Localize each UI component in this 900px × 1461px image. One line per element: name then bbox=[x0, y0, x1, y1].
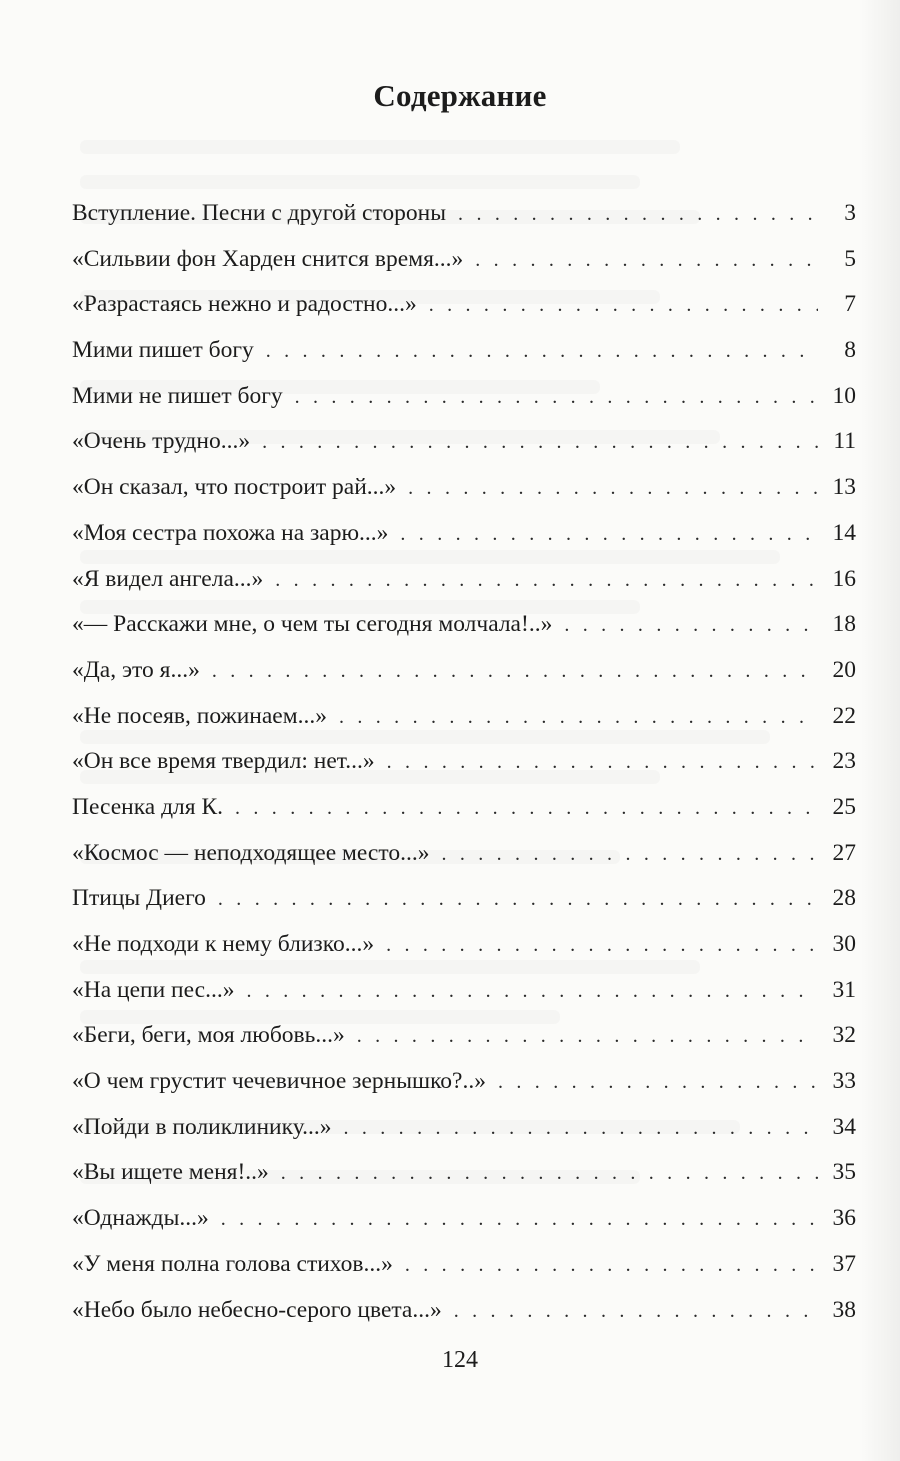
toc-entry bbox=[72, 1064, 856, 1110]
toc-entry bbox=[72, 699, 856, 745]
dot-leader bbox=[475, 243, 818, 277]
dot-leader bbox=[246, 974, 818, 1008]
toc-entry-title: «Вы ищете меня!..» bbox=[72, 1159, 269, 1186]
dot-leader bbox=[281, 1156, 818, 1190]
toc-entry bbox=[72, 1247, 856, 1293]
toc-entry-page-number: 5 bbox=[844, 245, 856, 272]
table-of-contents bbox=[72, 196, 856, 1338]
toc-entry bbox=[72, 744, 856, 790]
toc-entry bbox=[72, 927, 856, 973]
toc-entry-page-number: 30 bbox=[832, 931, 856, 957]
toc-entry-title: Вступление. Песни с другой стороны bbox=[72, 200, 447, 226]
dot-leader bbox=[429, 288, 818, 322]
dot-leader bbox=[218, 882, 818, 916]
dot-leader bbox=[266, 334, 818, 368]
dot-leader bbox=[235, 791, 818, 825]
dot-leader bbox=[262, 425, 818, 459]
toc-entry-title: «Не подходи к нему близко...» bbox=[72, 931, 375, 957]
dot-leader bbox=[343, 1111, 818, 1145]
toc-entry-title: Мими не пишет богу bbox=[72, 382, 283, 409]
toc-entry-page-number: 22 bbox=[832, 702, 856, 729]
toc-entry-page-number: 38 bbox=[832, 1296, 856, 1323]
page-edge-shadow bbox=[860, 0, 900, 1461]
toc-entry-title: «Пойди в поликлинику...» bbox=[72, 1113, 332, 1140]
toc-entry-title: «Однажды...» bbox=[72, 1205, 209, 1232]
dot-leader bbox=[498, 1065, 818, 1099]
toc-entry bbox=[72, 1155, 856, 1201]
toc-entry-title: «Моя сестра похожа на зарю...» bbox=[72, 519, 389, 546]
page-number: 124 bbox=[442, 1347, 478, 1373]
toc-entry-title: «О чем грустит чечевичное зернышко?..» bbox=[72, 1068, 486, 1095]
toc-entry bbox=[72, 424, 856, 470]
toc-entry-page-number: 35 bbox=[832, 1159, 856, 1186]
toc-entry-page-number: 36 bbox=[832, 1205, 856, 1232]
toc-entry bbox=[72, 242, 856, 288]
toc-entry-title: «Он все время твердил: нет...» bbox=[72, 748, 375, 775]
dot-leader bbox=[564, 608, 818, 642]
toc-entry-title: «— Расскажи мне, о чем ты сегодня молчала!..» bbox=[72, 611, 553, 638]
toc-entry-page-number: 37 bbox=[832, 1250, 856, 1277]
toc-entry-title: «Не посеяв, пожинаем...» bbox=[72, 702, 327, 729]
dot-leader bbox=[400, 517, 818, 551]
toc-entry-title: Песенка для К. bbox=[72, 793, 223, 820]
toc-entry-page-number: 23 bbox=[832, 748, 856, 775]
toc-entry bbox=[72, 607, 856, 653]
toc-entry-page-number: 32 bbox=[832, 1022, 856, 1049]
toc-entry-title: «Очень трудно...» bbox=[72, 428, 251, 455]
toc-entry-title: Птицы Диего bbox=[72, 885, 206, 912]
dot-leader bbox=[386, 928, 818, 962]
toc-entry bbox=[72, 196, 856, 242]
toc-entry-page-number: 14 bbox=[832, 519, 856, 546]
toc-entry bbox=[72, 1293, 856, 1339]
dot-leader bbox=[458, 197, 818, 231]
toc-entry-title: «У меня полна голова стихов...» bbox=[72, 1250, 393, 1277]
toc-entry-title: «Он сказал, что построит рай...» bbox=[72, 474, 397, 501]
toc-entry-page-number: 20 bbox=[832, 656, 856, 683]
toc-entry bbox=[72, 653, 856, 699]
dot-leader bbox=[212, 654, 818, 688]
toc-entry-page-number: 3 bbox=[844, 200, 856, 226]
toc-entry bbox=[72, 516, 856, 562]
toc-entry bbox=[72, 287, 856, 333]
toc-entry-page-number: 31 bbox=[832, 976, 856, 1003]
toc-entry bbox=[72, 836, 856, 882]
toc-entry-title: «Я видел ангела...» bbox=[72, 565, 264, 592]
toc-entry bbox=[72, 1110, 856, 1156]
toc-entry-title: «Да, это я...» bbox=[72, 656, 200, 683]
dot-leader bbox=[339, 700, 818, 734]
dot-leader bbox=[405, 1248, 818, 1282]
toc-entry-title: «Разрастаясь нежно и радостно...» bbox=[72, 291, 417, 318]
toc-entry-page-number: 27 bbox=[832, 839, 856, 866]
toc-entry bbox=[72, 333, 856, 379]
page-title: Содержание bbox=[373, 78, 547, 113]
toc-entry bbox=[72, 973, 856, 1019]
toc-entry-title: «На цепи пес...» bbox=[72, 976, 235, 1003]
toc-entry bbox=[72, 470, 856, 516]
toc-entry-page-number: 10 bbox=[832, 382, 856, 409]
toc-entry-title: «Космос — неподходящее место...» bbox=[72, 839, 430, 866]
toc-entry-title: «Беги, беги, моя любовь...» bbox=[72, 1022, 345, 1049]
dot-leader bbox=[441, 837, 818, 871]
toc-entry-page-number: 16 bbox=[832, 565, 856, 592]
toc-entry bbox=[72, 562, 856, 608]
toc-entry-title: «Небо было небесно-серого цвета...» bbox=[72, 1296, 442, 1323]
dot-leader bbox=[387, 745, 818, 779]
toc-entry bbox=[72, 379, 856, 425]
dot-leader bbox=[408, 471, 818, 505]
toc-entry-title: Мими пишет богу bbox=[72, 337, 254, 364]
toc-entry-page-number: 28 bbox=[832, 885, 856, 912]
toc-entry-page-number: 8 bbox=[844, 337, 856, 364]
toc-entry-page-number: 25 bbox=[832, 793, 856, 820]
toc-entry-page-number: 11 bbox=[833, 428, 856, 455]
toc-entry-page-number: 33 bbox=[832, 1068, 856, 1095]
dot-leader bbox=[454, 1294, 818, 1328]
toc-entry-page-number: 34 bbox=[832, 1113, 856, 1140]
toc-entry bbox=[72, 790, 856, 836]
toc-entry-page-number: 7 bbox=[844, 291, 856, 318]
dot-leader bbox=[275, 563, 818, 597]
toc-entry bbox=[72, 1018, 856, 1064]
toc-entry-page-number: 18 bbox=[832, 611, 856, 638]
toc-entry-title: «Сильвии фон Харден снится время...» bbox=[72, 245, 464, 272]
toc-entry bbox=[72, 1201, 856, 1247]
toc-entry bbox=[72, 881, 856, 927]
dot-leader bbox=[221, 1202, 818, 1236]
toc-entry-page-number: 13 bbox=[832, 474, 856, 501]
dot-leader bbox=[295, 380, 818, 414]
dot-leader bbox=[357, 1019, 818, 1053]
